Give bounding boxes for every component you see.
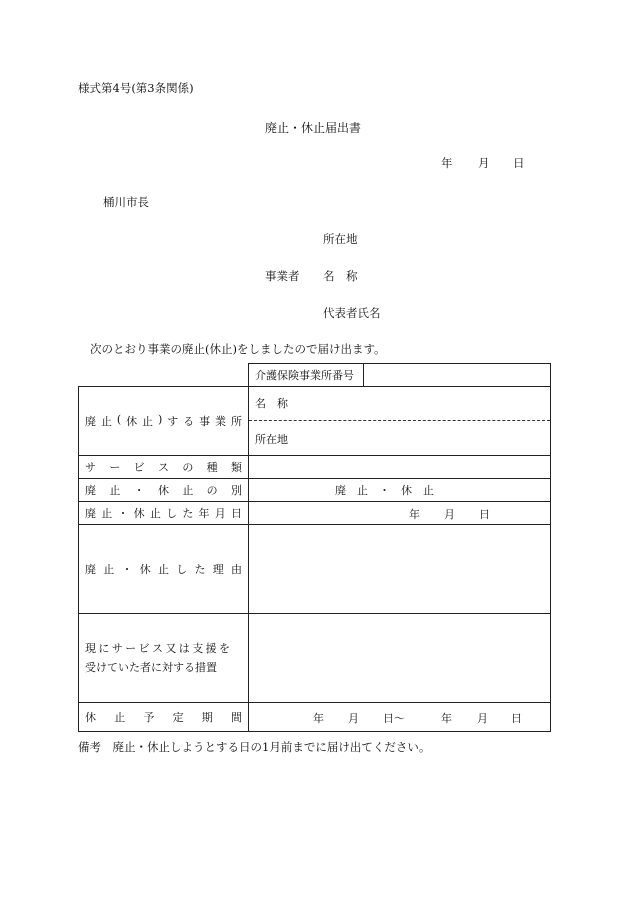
office-name-label: 名 称	[255, 397, 288, 410]
date-year-label: 年	[441, 156, 453, 170]
date-day: 日	[479, 508, 490, 521]
date-month: 月	[444, 508, 455, 521]
office-cell	[249, 387, 551, 456]
measures-label: 現にサービス又は支援を 受けていた者に対する措置	[85, 642, 233, 674]
date-month-label: 月	[478, 156, 490, 170]
applicant-name-label: 名 称	[323, 269, 358, 283]
document-title: 廃止・休止届出書	[265, 121, 362, 135]
applicant-group-label: 事業者	[265, 269, 300, 283]
period-from-year: 年	[313, 712, 324, 725]
application-table	[78, 363, 551, 732]
period-to-day: 日	[511, 712, 522, 725]
category-value[interactable]: 廃 止 ・ 休 止	[249, 479, 551, 502]
period-from-month: 月	[348, 712, 359, 725]
measures-field[interactable]	[249, 614, 551, 703]
period-to-month: 月	[477, 712, 488, 725]
date-label: 廃 止 ・ 休 止 し た 年 月 日	[85, 507, 242, 520]
reason-label: 廃 止 ・ 休 止 し た 理 由	[85, 563, 242, 576]
period-to-year: 年	[441, 712, 452, 725]
date-year: 年	[409, 508, 420, 521]
applicant-representative-label: 代表者氏名	[323, 306, 381, 320]
reason-field[interactable]	[249, 525, 551, 614]
category-label: 廃 止 ・ 休 止 の 別	[85, 484, 242, 497]
form-number: 様式第4号(第3条関係)	[78, 81, 194, 95]
office-address-label: 所在地	[255, 433, 288, 446]
office-label: 廃 止 ( 休 止 ) す る 事 業 所	[85, 413, 242, 428]
period-label: 休 止 予 定 期 間	[85, 711, 242, 724]
applicant-address-label: 所在地	[323, 232, 358, 246]
office-number-field[interactable]	[364, 364, 551, 387]
office-name-field[interactable]	[249, 387, 550, 421]
service-type-field[interactable]	[249, 456, 551, 479]
date-field[interactable]	[249, 502, 551, 525]
date-day-label: 日	[513, 156, 525, 170]
period-from-day: 日～	[383, 712, 405, 725]
addressee: 桶川市長	[103, 195, 149, 209]
office-number-label: 介護保険事業所番号	[249, 364, 364, 387]
office-address-field[interactable]	[249, 421, 550, 455]
period-field[interactable]	[249, 703, 551, 732]
service-type-label: サ ー ビ ス の 種 類	[85, 461, 242, 474]
note: 備考 廃止・休止しようとする日の1月前までに届け出てください。	[78, 740, 431, 754]
statement: 次のとおり事業の廃止(休止)をしましたので届け出ます。	[90, 342, 386, 356]
